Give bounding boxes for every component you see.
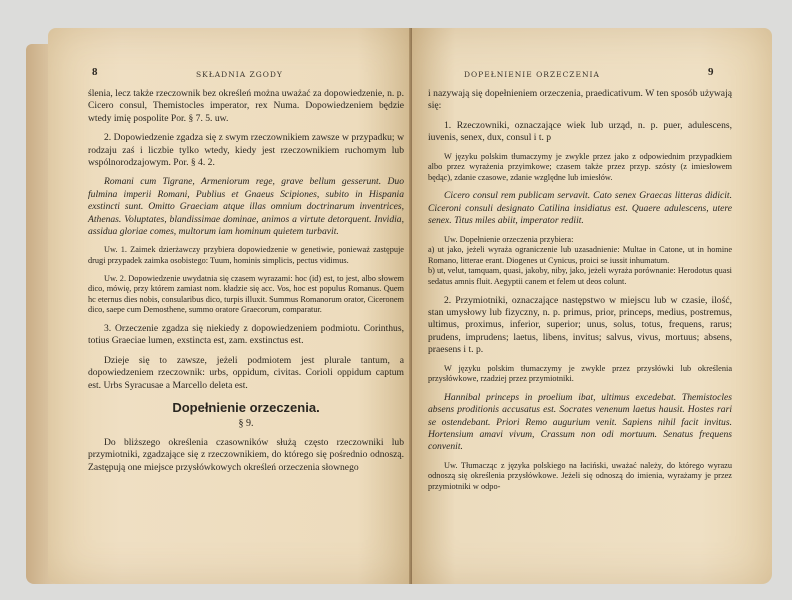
note-text: Uw. 2. Dopowiedzenie uwydatnia się czasem wyrazami: hoc (id) est, to jest, albo słowem dico, mówię, przy którem zamiast nom. kładzie się acc. Vos, hoc est populus Romanus. Quem hc eternus dies nobis, consularibus dico, turpis illuxit. Summus Romanorum orator, Ciceronem dico, saepe cum Demosthene, summo oratore Graecorum, comparatur. — [88, 273, 404, 315]
note-text: W języku polskim tłumaczymy je zwykle przez przysłówki lub określenia przysłówkowe, rzadziej przez przymiotniki. — [428, 363, 732, 384]
right-text-column — [428, 88, 732, 493]
paragraph: 2. Przymiotniki, oznaczające następstwo w miejscu lub w czasie, ilość, stan umysłowy lub fizyczny, n. p. primus, prior, princeps, medius, postremus, ultimus, proximus, inferior, superior; unus, solus, totus, frequens, rarus; prudens, imprudens; laetus, libens, invitus; salvus, vivus, mortuus; absens, praesens i t. p. — [428, 294, 732, 356]
example-text: Romani cum Tigrane, Armeniorum rege, grave bellum gesserunt. Duo fulmina imperii Romani, Publius et Gnaeus Scipiones, subito in Hispania exstincti sunt. Omitto Graeciam atque illas omnium doctrinarum inventrices, Athenas. Voluptates, blandissimae dominae, animos a virtute detorquent. Invidia, assidua gloriae comes, multorum iam hominum quietem turbavit. — [88, 176, 404, 238]
left-text-column — [88, 88, 404, 474]
example-text: Hannibal princeps in proelium ibat, ultimus excedebat. Themistocles absens proditionis accusatus est. Socrates venenum laetus hausit. Hostes rari se ostendebant. Priori Remo augurium venit. Sapiens nihil facit invitus. Hortensium amavi vivum, Crassum non odi mortuum. Senatus frequens convenit. — [428, 391, 732, 453]
example-text: Cicero consul rem publicam servavit. Cato senex Graecas litteras didicit. Ciceroni consuli designato Catilina insidiatus est. Quaere adulescens, utere senex. Titus miles abiit, imperator rediit. — [428, 190, 732, 227]
page-number-left: 8 — [92, 66, 98, 78]
note-text: Uw. 1. Zaimek dzierżawczy przybiera dopowiedzenie w genetiwie, ponieważ zastępuje drugi przypadek zaimka osobistego: Tuum, hominis simplicis, pectus vidimus. — [88, 245, 404, 266]
right-page — [412, 28, 772, 584]
running-head-right: DOPEŁNIENIE ORZECZENIA — [464, 70, 600, 79]
paragraph: ślenia, lecz także rzeczownik bez określeń można uważać za dopowiedzenie, n. p. Cicero consul, Themistocles imperator, rex Numa. Dopowiedzeniem będzie wtedy imię pospolite Por. § 7. 5. uw. — [88, 88, 404, 124]
paragraph: i nazywają się dopełnieniem orzeczenia, praedicativum. W ten sposób używają się: — [428, 88, 732, 112]
note-text: Uw. Tłumacząc z języka polskiego na łaciński, uważać należy, do którego wyrazu odnoszą się określenia przysłówkowe. Jeżeli się odnoszą do imienia, wyrażamy je przez przymiotniki w odpo- — [428, 460, 732, 492]
paragraph: 3. Orzeczenie zgadza się niekiedy z dopowiedzeniem podmiotu. Corinthus, totius Graeciae lumen, exstincta est, zam. exstinctus est. — [88, 323, 404, 347]
page-number-right: 9 — [708, 66, 714, 78]
paragraph: 2. Dopowiedzenie zgadza się z swym rzeczownikiem zawsze w przypadku; w rodzaju zaś i liczbie tylko wtedy, kiedy jest rzeczownikiem ruchomym lub wspólnorodzajowym. Por. § 4. 2. — [88, 132, 404, 169]
running-head-left: SKŁADNIA ZGODY — [196, 70, 283, 79]
note-text: a) ut jako, jeżeli wyraża ograniczenie lub uzasadnienie: Multae in Catone, ut in homine Romano, litterae erant. Diogenes ut Cynicus, proici se iussit inhumatum. — [428, 245, 732, 265]
paragraph: 1. Rzeczowniki, oznaczające wiek lub urząd, n. p. puer, adulescens, iuvenis, senex, dux, consul i t. p — [428, 119, 732, 144]
section-number: § 9. — [238, 418, 254, 430]
paragraph: Dzieje się to zawsze, jeżeli podmiotem jest plurale tantum, a dopowiedzeniem rzeczownik: urbs, oppidum, civitas. Corioli oppidum captum est. Urbs Syracusae a Marcello deleta est. — [88, 354, 404, 391]
note-text: b) ut, velut, tamquam, quasi, jakoby, niby, jako, jeżeli wyraża porównanie: Herodotus quasi sedatus amnis fluit. Aegyptii canem et felem ut deos colunt. — [428, 266, 732, 286]
open-book — [26, 18, 772, 590]
section-heading: Dopełnienie orzeczenia. — [172, 400, 320, 416]
note-text: W języku polskim tłumaczymy je zwykle przez jako z odpowiednim przypadkiem albo przez wyrażenia przyimkowe; czasem także przez przyp. szósty (z imiesłowem będąc), zdanie czasowe, zdanie względne lub imiesłów. — [428, 151, 732, 182]
left-page — [48, 28, 412, 584]
note-text: Uw. Dopełnienie orzeczenia przybiera: — [444, 234, 574, 244]
paragraph: Do bliższego określenia czasowników służą często rzeczowniki lub przymiotniki, zgadzające się z rzeczownikiem, do którego się pośrednio odnoszą. Zastępują one miejsce przysłówkowych określeń orzeczenia słownego — [88, 436, 404, 473]
